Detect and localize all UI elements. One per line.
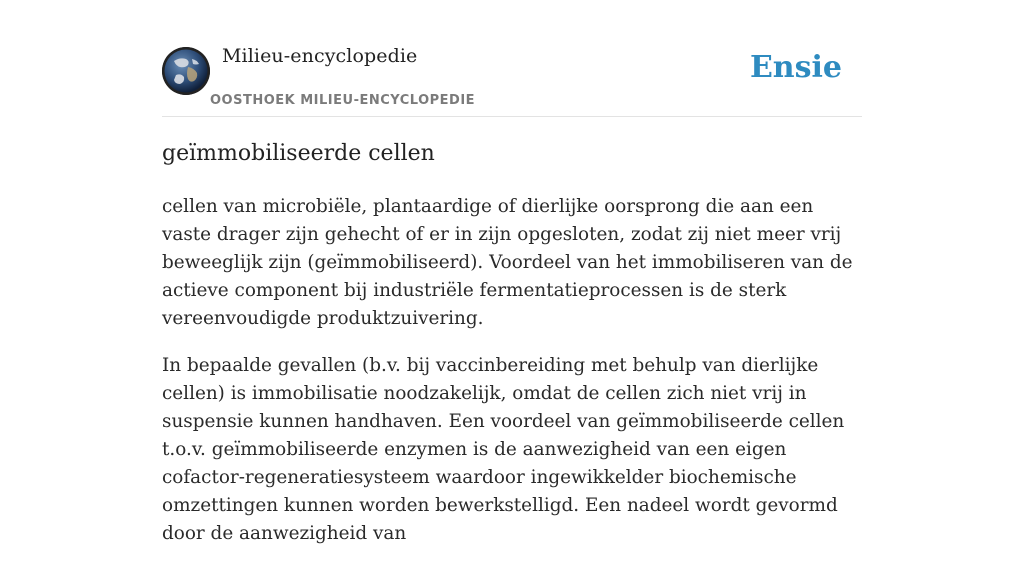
entry-title: geïmmobiliseerde cellen [162,141,435,166]
entry-body [162,193,862,567]
entry-paragraph: cellen van microbiële, plantaardige of dierlijke oorsprong die aan een vaste drager zijn gehecht of er in zijn opgesloten, zodat zij niet meer vrij beweeglijk zijn (geïmmobiliseerd). Voordeel van het immobiliseren van de actieve component bij industriële fermentatieprocessen is de sterk vereenvoudigde produktzuivering. [162,196,853,329]
site-subtitle: OOSTHOEK MILIEU-ENCYCLOPEDIE [210,93,476,108]
page-container [162,0,862,544]
entry-paragraph: In bepaalde gevallen (b.v. bij vaccinbereiding met behulp van dierlijke cellen) is immobilisatie noodzakelijk, omdat de cellen zich niet vrij in suspensie kunnen handhaven. Een voordeel van geïmmobiliseerde cellen t.o.v. geïmmobiliseerde enzymen is de aanwezigheid van een eigen cofactor-regeneratiesysteem waardoor ingewikkelder biochemische omzettingen kunnen worden bewerkstelligd. Een nadeel wordt gevormd door de aanwezigheid van [162,355,845,544]
brand-logo-link[interactable]: Ensie [749,50,842,85]
site-name[interactable]: Milieu-encyclopedie [222,45,418,67]
site-header [162,0,862,117]
earth-globe-icon[interactable] [162,47,210,95]
